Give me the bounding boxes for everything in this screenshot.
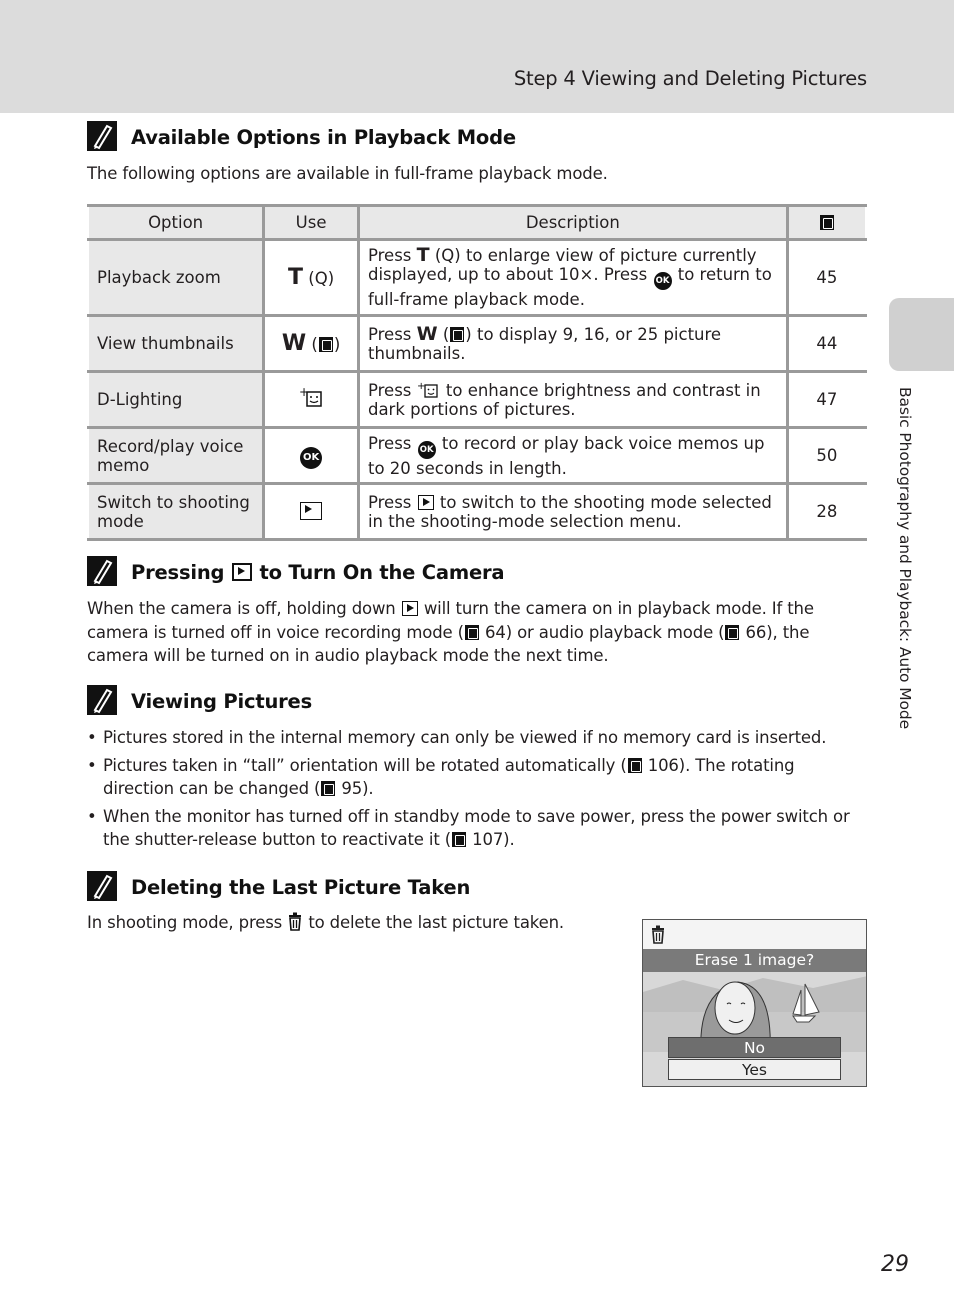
row-page: 44: [787, 316, 866, 372]
list-item: • When the monitor has turned off in standby mode to save power, press the power switch or the shutter-release button to reactivate it ( 107).: [87, 805, 867, 852]
zoom-tele-icon: T (Q): [264, 240, 359, 316]
row-page: 28: [787, 484, 866, 540]
section-body: When the camera is off, holding down will turn the camera on in playback mode. If the camera is turned off in voice recording mode ( 64) or audio playback mode ( 66), the camera will be turned on in audio playback mode the next time.: [87, 599, 814, 665]
table-row: [88, 372, 866, 428]
section-title-deleting-last-picture: Deleting the Last Picture Taken: [131, 876, 471, 899]
list-item: • Pictures stored in the internal memory can only be viewed if no memory card is inserted.: [87, 726, 867, 750]
row-option: View thumbnails: [88, 316, 264, 372]
playback-options-table: [87, 204, 867, 541]
note-pencil-icon: [87, 121, 117, 151]
chapter-tab-label: Basic Photography and Playback: Auto Mode: [896, 387, 914, 730]
row-description: Press T (Q) to enlarge view of picture currently displayed, up to about 10×. Press OK to return to full-frame playback mode.: [358, 240, 787, 316]
note-pencil-icon: [87, 685, 117, 715]
col-header-option: Option: [88, 206, 264, 240]
camera-monitor-screen: [642, 919, 867, 1087]
playback-button-icon: [264, 484, 359, 540]
col-header-use: Use: [264, 206, 359, 240]
row-option: Switch to shooting mode: [88, 484, 264, 540]
list-item: • Pictures taken in “tall” orientation will be rotated automatically ( 106). The rotating direction can be changed ( 95).: [87, 754, 867, 801]
viewing-pictures-list: [87, 726, 867, 856]
yes-option[interactable]: Yes: [668, 1059, 841, 1080]
row-option: Record/play voice memo: [88, 428, 264, 484]
zoom-wide-thumbnail-icon: W ( ): [264, 316, 359, 372]
svg-text:+: +: [416, 380, 426, 392]
running-header: Step 4 Viewing and Deleting Pictures: [513, 67, 867, 90]
table-row: [88, 240, 866, 316]
row-page: 47: [787, 372, 866, 428]
d-lighting-icon: [264, 372, 359, 428]
section-intro: The following options are available in full-frame playback mode.: [87, 164, 608, 183]
col-header-description: Description: [358, 206, 787, 240]
row-option: D-Lighting: [88, 372, 264, 428]
trash-icon: [287, 911, 303, 931]
playback-button-icon: [232, 563, 252, 581]
row-option: Playback zoom: [88, 240, 264, 316]
table-row: [88, 316, 866, 372]
section-title-viewing-pictures: Viewing Pictures: [131, 690, 312, 713]
trash-icon: [649, 924, 667, 944]
svg-text:+: +: [299, 385, 310, 399]
row-description: Press + to enhance brightness and contrast in dark portions of pictures.: [358, 372, 787, 428]
section-title-playback-options: Available Options in Playback Mode: [131, 126, 516, 149]
row-page: 50: [787, 428, 866, 484]
row-description: Press to switch to the shooting mode selected in the shooting-mode selection menu.: [358, 484, 787, 540]
note-pencil-icon: [87, 871, 117, 901]
row-page: 45: [787, 240, 866, 316]
ok-button-icon: OK: [654, 272, 672, 290]
page-number: 29: [881, 1252, 909, 1277]
table-row: [88, 484, 866, 540]
no-option[interactable]: No: [668, 1037, 841, 1058]
ok-button-icon: OK: [264, 428, 359, 484]
note-pencil-icon: [87, 556, 117, 586]
chapter-tab: [889, 298, 954, 371]
section-title-pressing-playback: Pressing to Turn On the Camera: [131, 561, 505, 584]
col-header-page-ref-icon: [787, 206, 866, 240]
row-description: Press OK to record or play back voice memos up to 20 seconds in length.: [358, 428, 787, 484]
header-band: [0, 0, 954, 113]
row-description: Press W ( ) to display 9, 16, or 25 picture thumbnails.: [358, 316, 787, 372]
section-body: In shooting mode, press to delete the last picture taken.: [87, 913, 565, 932]
table-row: [88, 428, 866, 484]
erase-prompt: Erase 1 image?: [643, 949, 866, 972]
